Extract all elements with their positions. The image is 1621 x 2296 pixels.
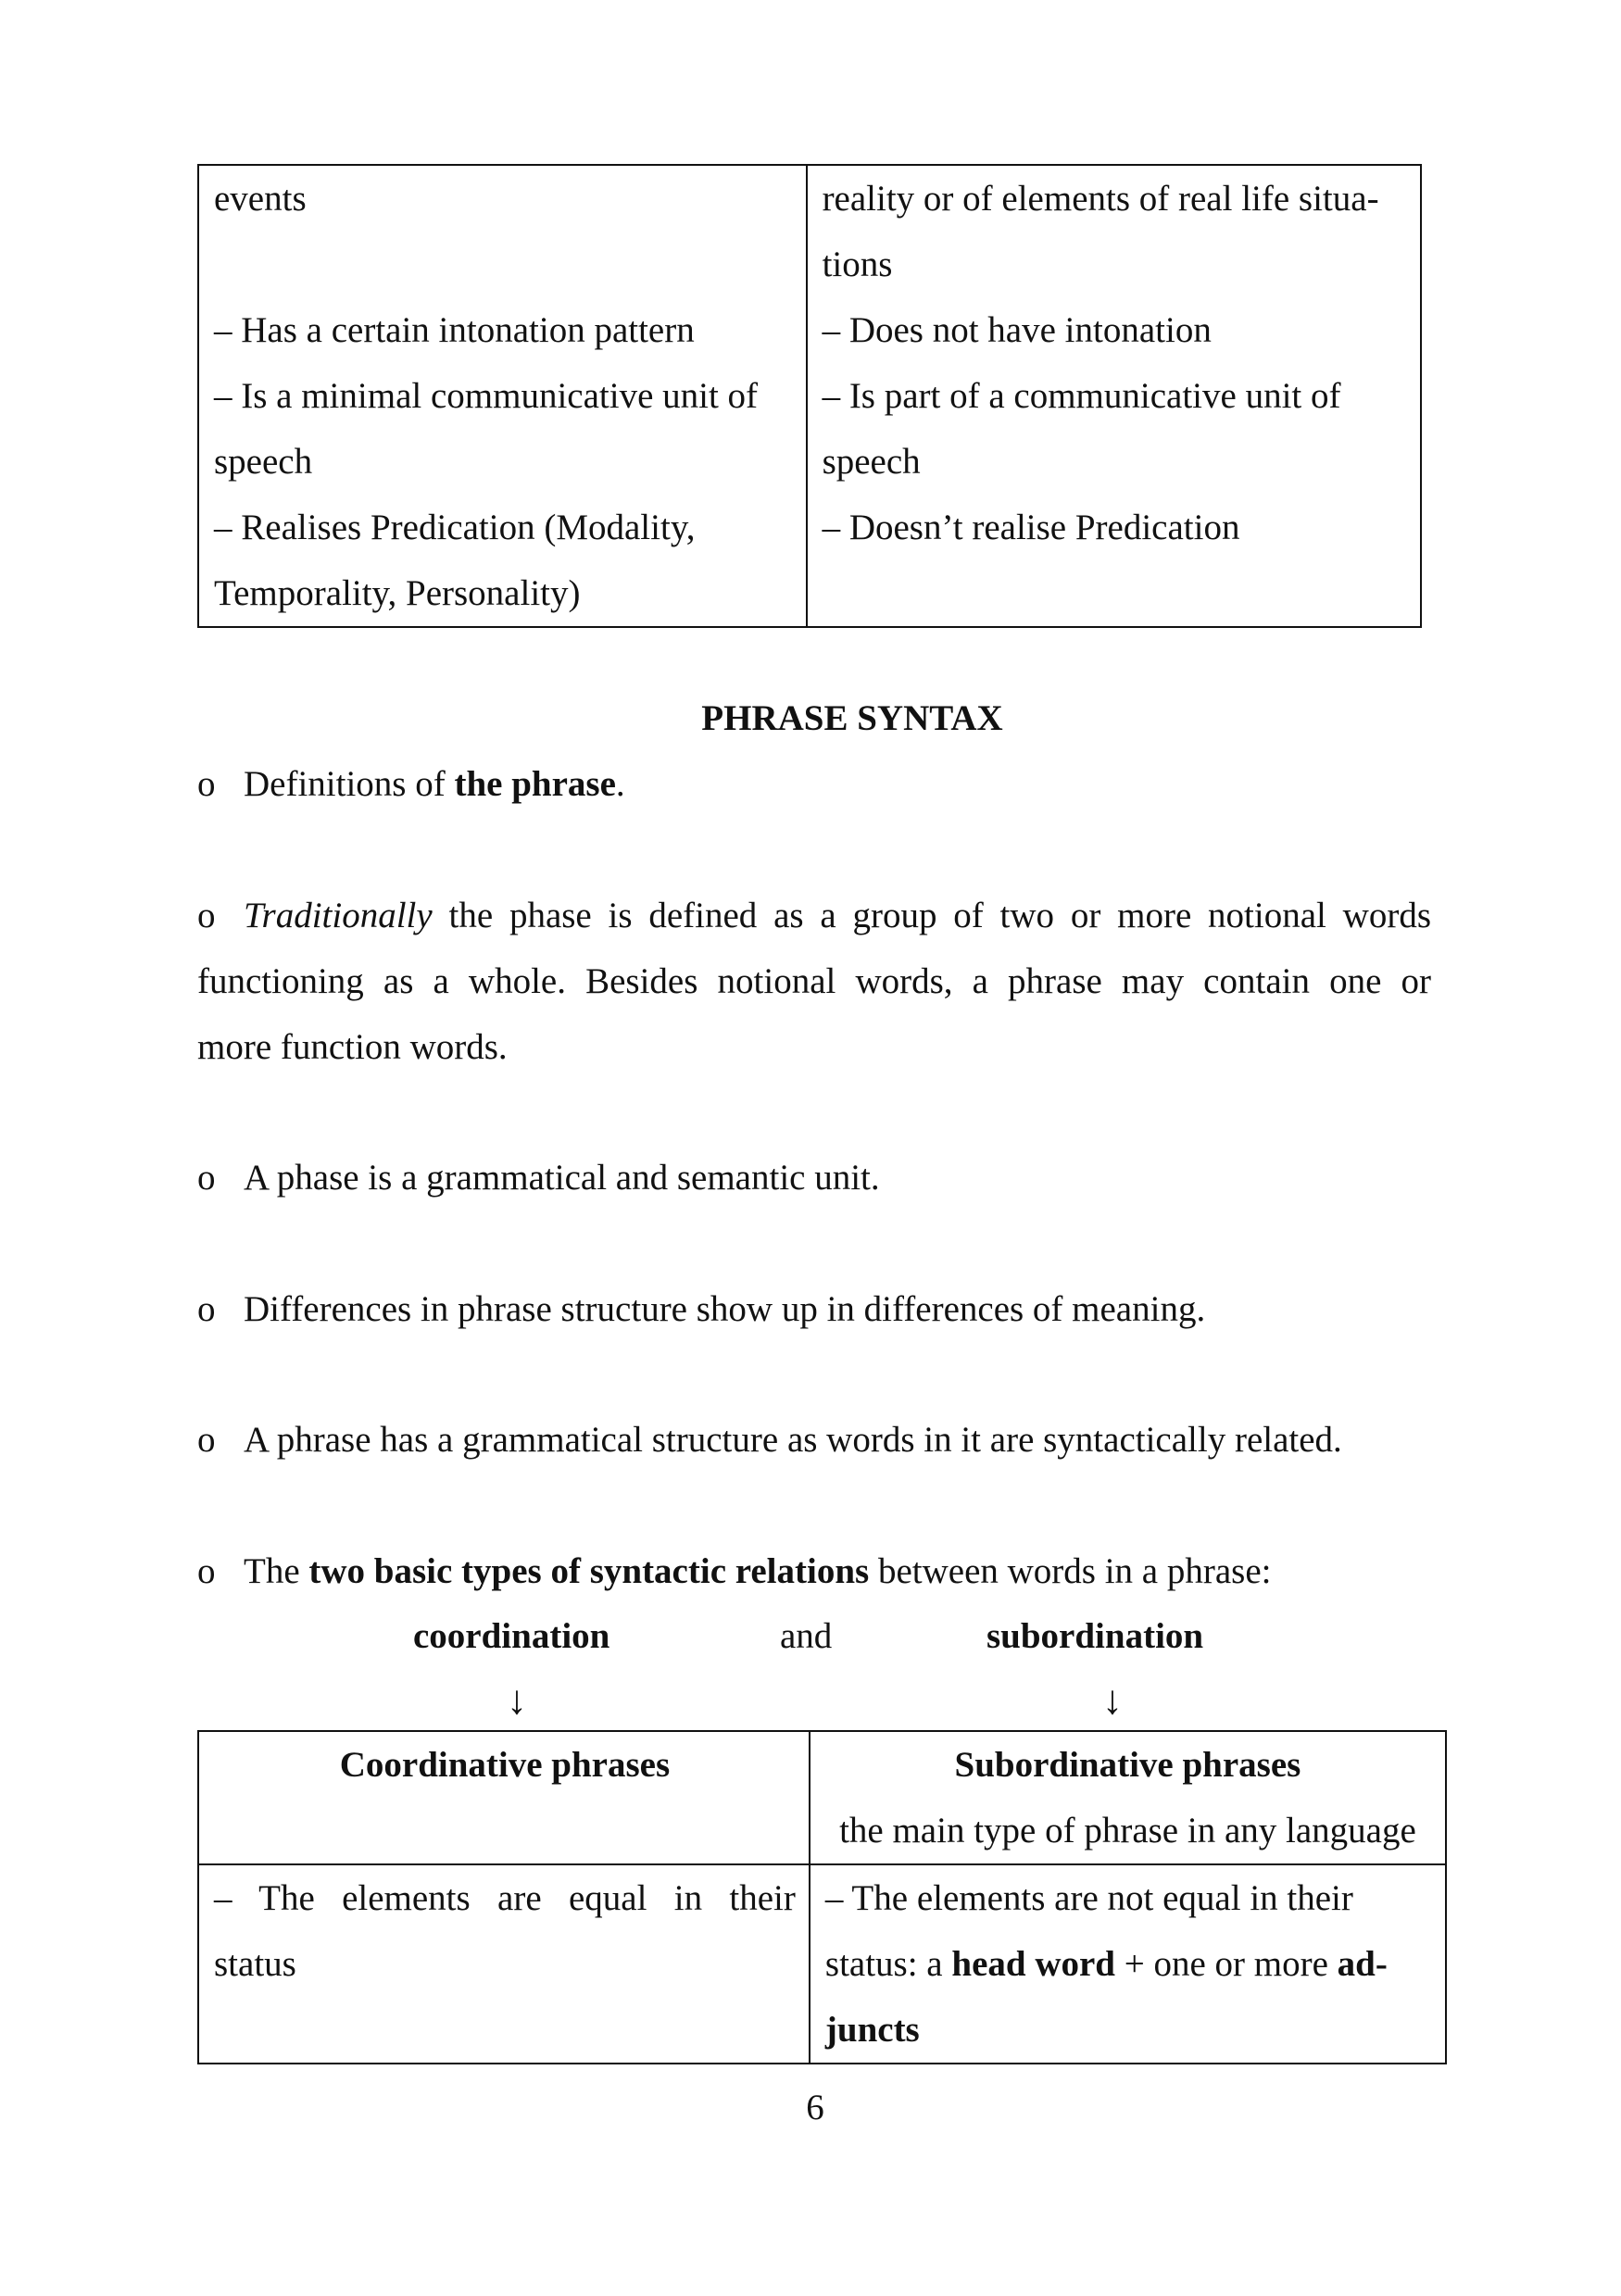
bullet-text: A phrase has a grammatical structure as words in it are syntactically related. — [244, 1420, 1342, 1460]
bullet-text-suffix: between words in a phrase: — [869, 1551, 1272, 1591]
table-row — [198, 165, 1421, 627]
cell-line: speech — [214, 442, 313, 482]
header-cell-subordinative — [810, 1731, 1446, 1864]
table-header-row — [198, 1731, 1446, 1864]
bullet-text: A phase is a grammatical and semantic unit. — [244, 1158, 880, 1198]
table-cell-left — [198, 165, 807, 627]
paragraph-line — [197, 883, 1431, 948]
bullet-text-prefix: Definitions of — [244, 764, 455, 804]
section-heading: PHRASE SYNTAX — [701, 698, 1003, 738]
cell-line — [825, 1931, 1432, 1997]
bullet-text-suffix: . — [615, 764, 625, 804]
cell-line: – The elements are not equal in their — [824, 1878, 1353, 1918]
cell-line: events — [214, 179, 307, 219]
cell-text-bold: head word — [951, 1944, 1115, 1984]
bullet-item — [197, 1276, 1431, 1342]
cell-line: reality or of elements of real life situa- — [822, 179, 1379, 219]
cell-line: – Realises Predication (Modality, — [214, 508, 696, 547]
bullet-icon: o — [197, 1158, 216, 1198]
bullet-icon: o — [197, 1289, 216, 1329]
arrow-down-icon: ↓ — [1102, 1677, 1123, 1723]
cell-text: + one or more — [1114, 1944, 1338, 1984]
bullet-item — [197, 1407, 1431, 1473]
bullet-text-prefix: The — [244, 1551, 309, 1591]
cell-line: – The elements are equal in their — [214, 1878, 796, 1918]
bullet-item — [197, 1145, 1431, 1211]
bullet-text: Differences in phrase structure show up in differences of meaning. — [244, 1289, 1206, 1329]
bullet-icon: o — [197, 1420, 216, 1460]
cell-line: – Is a minimal communicative unit of — [214, 376, 759, 416]
paragraph-line: functioning as a whole. Besides notional words, a phrase may contain one or — [197, 961, 1431, 1001]
label-and: and — [780, 1616, 833, 1656]
italic-term: Traditionally — [244, 896, 433, 935]
page-number: 6 — [806, 2088, 824, 2127]
bullet-icon: o — [197, 896, 216, 935]
table-cell-right — [810, 1864, 1446, 2064]
bullet-relations — [197, 1538, 1431, 1604]
cell-line: juncts — [824, 2010, 920, 2050]
bullet-icon: o — [197, 1551, 216, 1591]
bullet-definitions — [197, 751, 1431, 817]
paragraph-text: the phase is defined as a group of two or more notional words — [432, 896, 1431, 935]
table-cell-left — [198, 1864, 810, 2064]
phrases-table — [197, 1730, 1447, 2064]
comparison-table-top — [197, 164, 1422, 628]
table-row — [198, 1864, 1446, 2064]
cell-text: status: a — [824, 1944, 952, 1984]
bullet-text-bold: two basic types of syntactic relations — [308, 1551, 870, 1591]
header-label: Coordinative phrases — [339, 1745, 671, 1785]
arrow-down-icon: ↓ — [507, 1677, 527, 1723]
cell-line: – Is part of a communicative unit of — [822, 376, 1341, 416]
cell-line: Temporality, Personality) — [214, 573, 581, 613]
paragraph-line: more function words. — [197, 1027, 508, 1067]
table-cell-right — [807, 165, 1421, 627]
label-subordination: subordination — [986, 1616, 1204, 1656]
cell-line: – Does not have intonation — [822, 310, 1212, 350]
label-coordination: coordination — [413, 1616, 610, 1656]
bullet-icon: o — [197, 764, 216, 804]
cell-line: – Doesn’t realise Predication — [822, 508, 1240, 547]
cell-line: speech — [822, 442, 921, 482]
cell-text-bold: ad- — [1337, 1944, 1388, 1984]
cell-line: – Has a certain intonation pattern — [214, 310, 695, 350]
paragraph-traditionally — [197, 883, 1431, 1080]
cell-line: status — [214, 1944, 296, 1984]
header-label: Subordinative phrases — [954, 1745, 1301, 1785]
header-sublabel: the main type of phrase in any language — [839, 1811, 1416, 1851]
bullet-text-bold: the phrase — [454, 764, 616, 804]
header-cell-coordinative — [198, 1731, 810, 1864]
cell-line: tions — [822, 245, 893, 284]
